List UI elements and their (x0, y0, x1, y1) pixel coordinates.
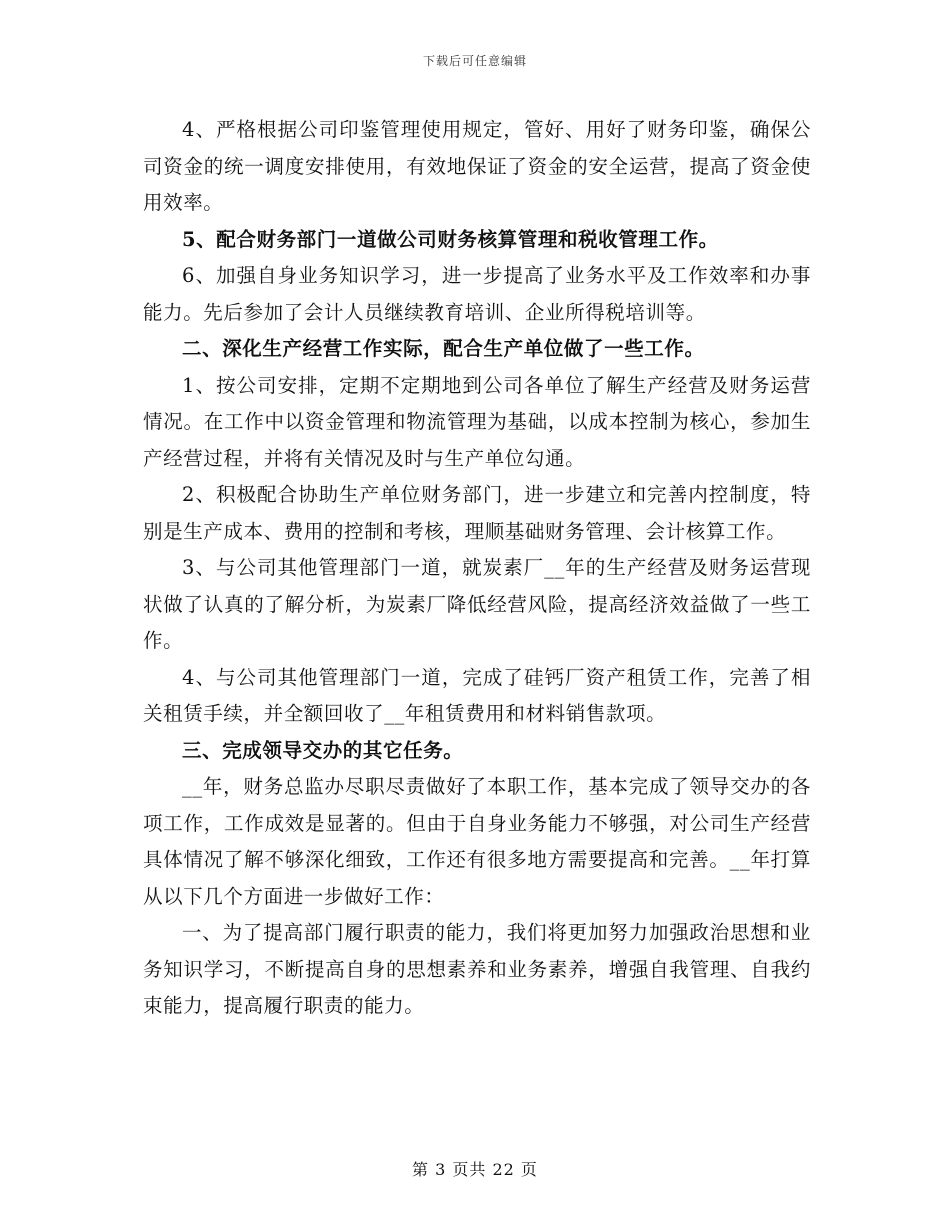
paragraph-item-3-carbon: 3、与公司其他管理部门一道，就炭素厂__年的生产经营及财务运营现状做了认真的了解分析，为炭素厂降低经营风险，提高经济效益做了一些工作。 (143, 556, 811, 652)
paragraph-item-4-leasing: 4、与公司其他管理部门一道，完成了硅钙厂资产租赁工作，完善了相关租赁手续，并全额回收了__年租赁费用和材料销售款项。 (143, 665, 811, 725)
document-body (143, 112, 811, 1025)
paragraph-plan-1: 一、为了提高部门履行职责的能力，我们将更加努力加强政治思想和业务知识学习，不断提高自身的思想素养和业务素养，增强自我管理、自我约束能力，提高履行职责的能力。 (143, 921, 811, 1017)
paragraph-item-1-visits: 1、按公司安排，定期不定期地到公司各单位了解生产经营及财务运营情况。在工作中以资金管理和物流管理为基础，以成本控制为核心，参加生产经营过程，并将有关情况及时与生产单位勾通。 (143, 373, 811, 470)
section-heading-2: 二、深化生产经营工作实际，配合生产单位做了一些工作。 (182, 337, 705, 360)
section-heading-3: 三、完成领导交办的其它任务。 (182, 738, 464, 762)
page-header: 下载后可任意编辑 (422, 54, 527, 68)
paragraph-item-5-accounting: 5、配合财务部门一道做公司财务核算管理和税收管理工作。 (182, 227, 719, 251)
paragraph-summary: __年，财务总监办尽职尽责做好了本职工作，基本完成了领导交办的各项工作，工作成效是显著的。但由于自身业务能力不够强，对公司生产经营具体情况了解不够深化细致，工作还有很多地方需要提高和完善。__年打算从以下几个方面进一步做好工作： (143, 775, 811, 908)
paragraph-item-6-study: 6、加强自身业务知识学习，进一步提高了业务水平及工作效率和办事能力。先后参加了会计人员继续教育培训、企业所得税培训等。 (143, 264, 811, 324)
paragraph-item-4-seal: 4、严格根据公司印鉴管理使用规定，管好、用好了财务印鉴，确保公司资金的统一调度安排使用，有效地保证了资金的安全运营，提高了资金使用效率。 (143, 118, 811, 214)
page-number: 第 3 页共 22 页 (412, 1160, 538, 1179)
paragraph-item-2-controls: 2、积极配合协助生产单位财务部门，进一步建立和完善内控制度，特别是生产成本、费用的控制和考核，理顺基础财务管理、会计核算工作。 (143, 483, 811, 543)
